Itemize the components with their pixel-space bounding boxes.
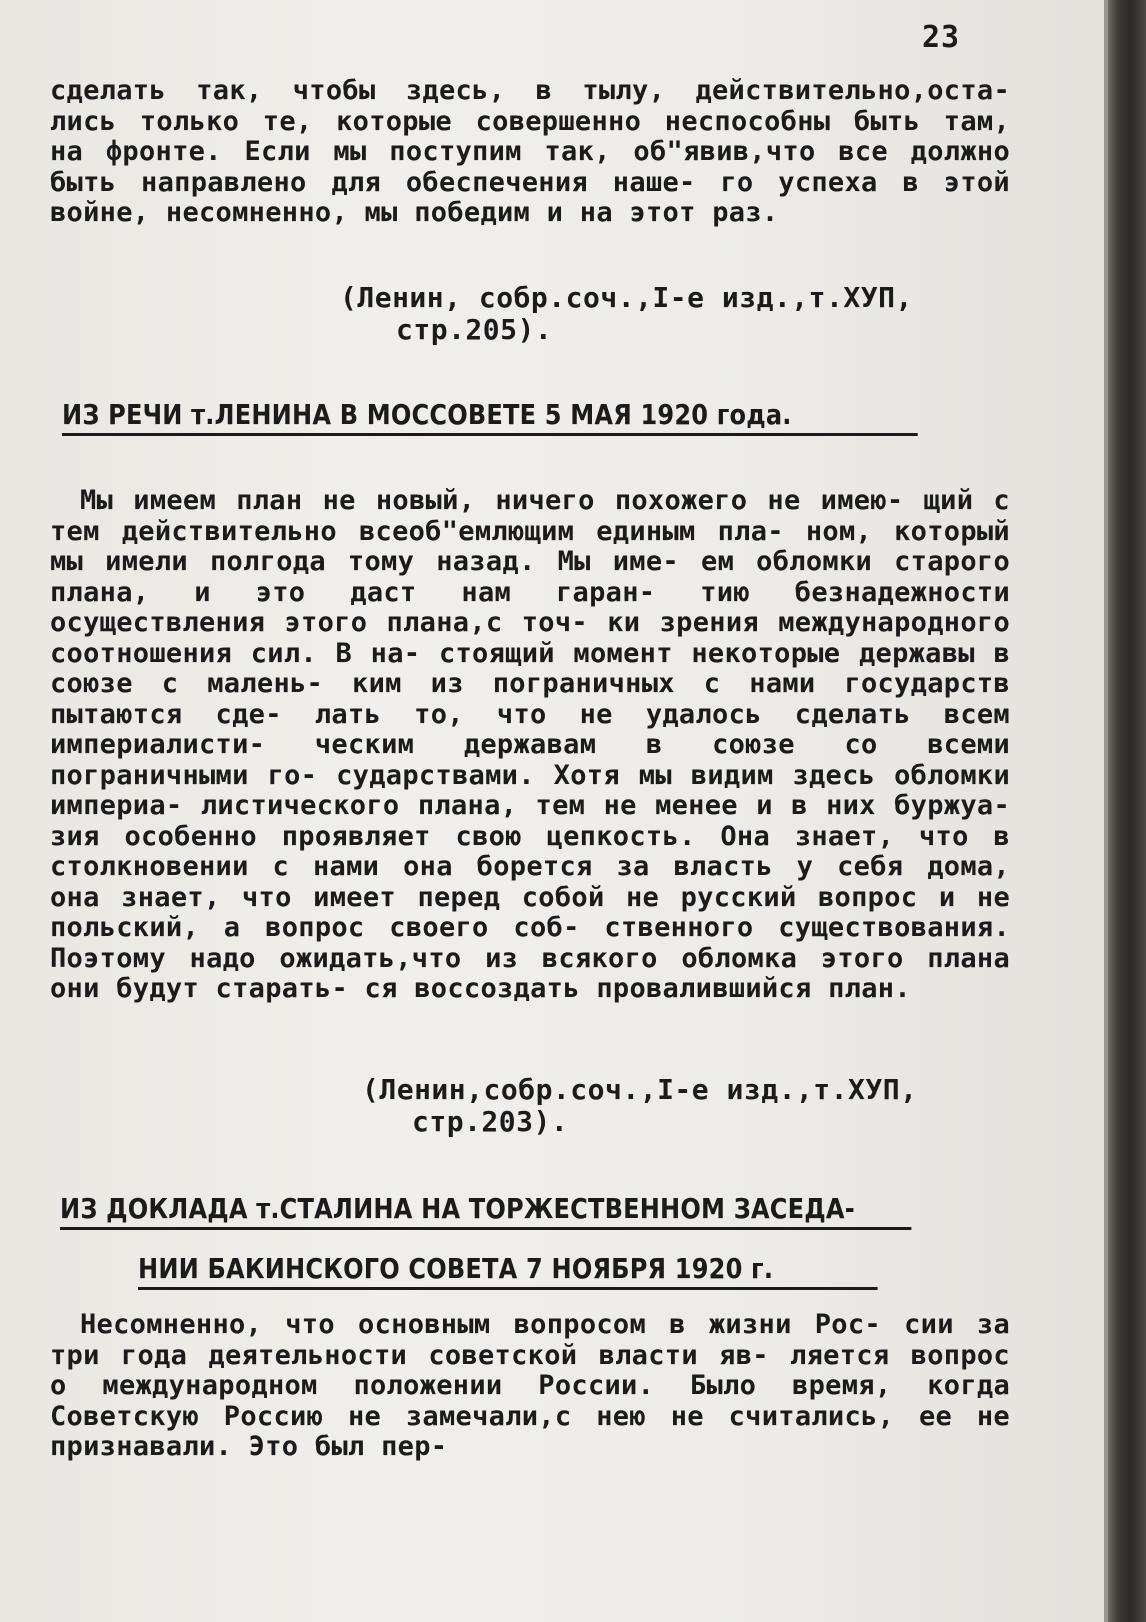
page-number: 23 <box>922 20 961 55</box>
heading-stalin-baku-line2: НИИ БАКИНСКОГО СОВЕТА 7 НОЯБРЯ 1920 г. <box>138 1252 878 1290</box>
section1-body <box>50 76 1010 261</box>
paragraph-continuation: сделать так, чтобы здесь, в тылу, действительно,оста- лись только те, которые совершенно неспособны быть там, на фронте. Если мы поступим так, об"явив,что все должно быть направлено для обеспечения наше- го успеха в этой войне, несомненно, мы победим и на этот раз. <box>50 75 1010 228</box>
book-binding <box>1108 0 1146 1622</box>
section3-body <box>50 1310 1010 1470</box>
citation-2-line1: (Ленин,собр.соч.,I-е изд.,т.ХУП, <box>362 1073 918 1106</box>
paragraph-stalin-report: Несомненно, что основным вопросом в жизни Рос- сии за три года деятельности советской власти яв- ляется вопрос о международном положении России. Было время, когда Советскую Россию не замечали,с нею не считались, ее не признавали. Это был пер- <box>50 1309 1010 1462</box>
heading-stalin-baku-line1: ИЗ ДОКЛАДА т.СТАЛИНА НА ТОРЖЕСТВЕННОМ ЗАСЕДА- <box>60 1192 911 1230</box>
paragraph-lenin-speech: Мы имеем план не новый, ничего похожего не имею- щий с тем действительно всеоб"емлющим единым пла- ном, который мы имели полгода тому назад. Мы име- ем обломки старого плана, и это даст нам гаран- тию безнадежности осуществления этого плана,с точ- ки зрения международного соотношения сил. В на- стоящий момент некоторые державы в союзе с малень- ким из пограничных с нами государств пытаются сде- лать то, что не удалось сделать всем империалисти- ческим державам в союзе со всеми пограничными го- сударствами. Хотя мы видим здесь обломки империа- листического плана, тем не менее и в них буржуа- зия особенно проявляет свою цепкость. Она знает, что в столкновении с нами она борется за власть у себя дома, она знает, что имеет перед собой не русский вопрос и не польский, а вопрос своего соб- ственного существования. Поэтому надо ожидать,что из всякого обломка этого плана они будут старать- ся воссоздать провалившийся план. <box>50 485 1010 1004</box>
section2-body <box>50 486 1010 1046</box>
citation-1-line2: стр.205). <box>396 313 553 346</box>
citation-1-line1: (Ленин, собр.соч.,I-е изд.,т.ХУП, <box>340 281 913 314</box>
citation-2-line2: стр.203). <box>412 1105 569 1138</box>
heading-lenin-mossovet: ИЗ РЕЧИ т.ЛЕНИНА В МОССОВЕТЕ 5 МАЯ 1920 года. <box>62 398 918 436</box>
